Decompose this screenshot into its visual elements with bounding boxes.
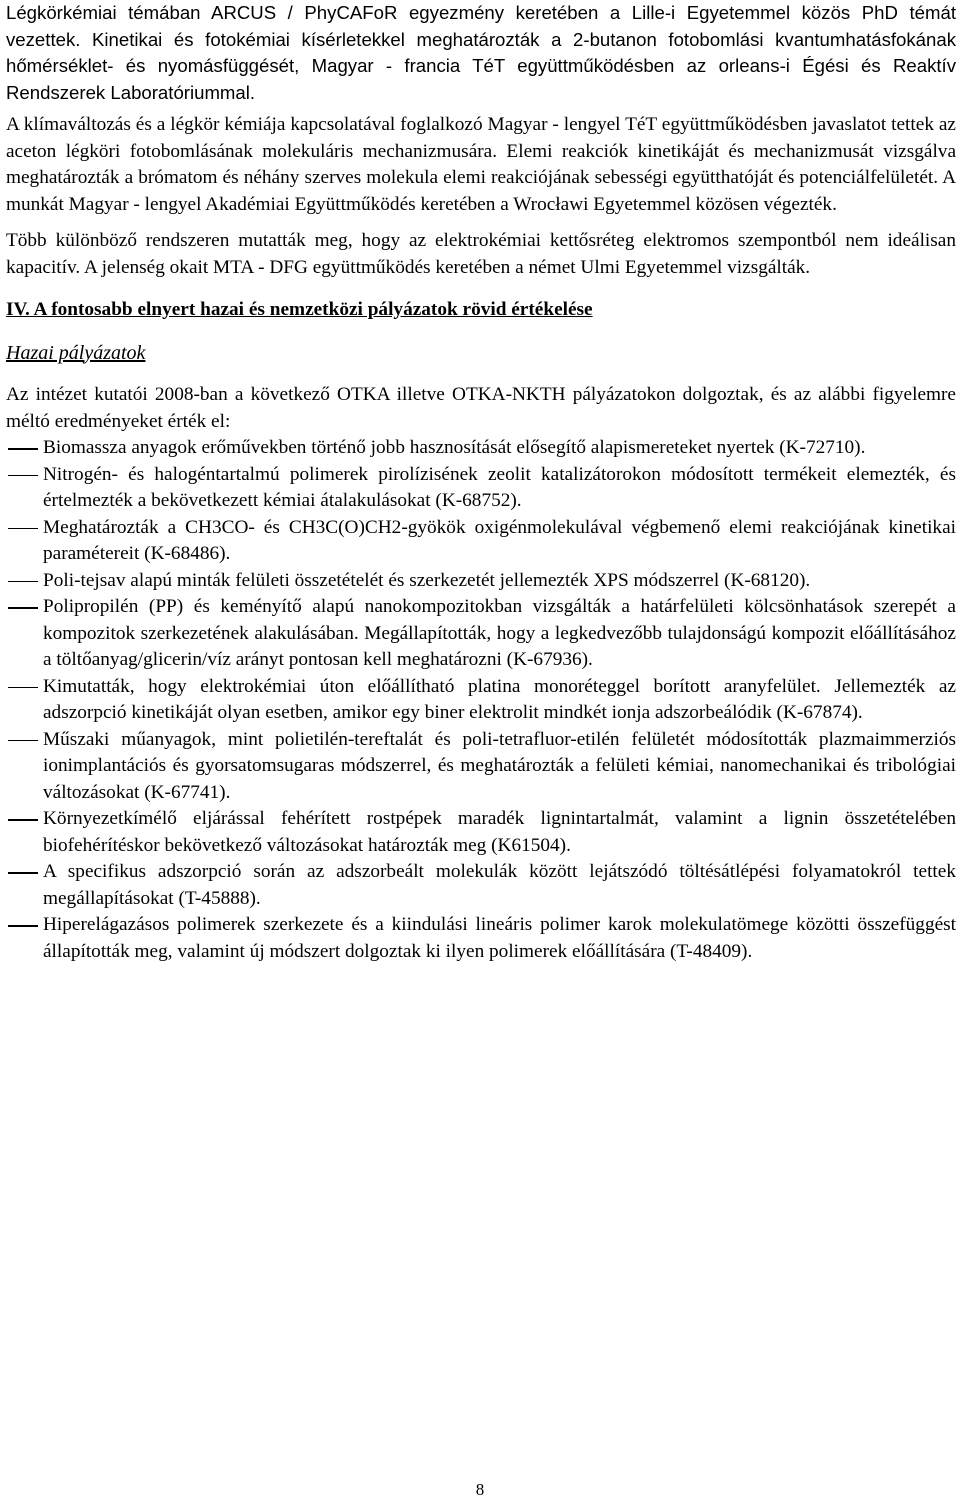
list-item: [6, 515, 956, 568]
list-item: [6, 674, 956, 727]
list-item-text: Műszaki műanyagok, mint polietilén-tereftalát és poli-tetrafluor-etilén felületét módosították plazmaimmerziós ionimplantációs és gyorsatomsugaras módszerrel, és meghatározták a felületi kémiai, nanomechanikai és tribológiai változásokat (K-67741).: [43, 728, 956, 803]
list-item: [6, 912, 956, 965]
list-item-text: Biomassza anyagok erőművekben történő jobb hasznosítását elősegítő alapismereteket nyertek (K-72710).: [43, 437, 866, 458]
dash-bullet: [8, 528, 38, 530]
dash-bullet: [8, 872, 38, 874]
dash-bullet: [8, 925, 38, 927]
grant-results-list: [6, 435, 956, 965]
list-item: [6, 727, 956, 807]
dash-bullet: [8, 607, 38, 609]
list-item: [6, 435, 956, 462]
lead-paragraph: Az intézet kutatói 2008-ban a következő OTKA illetve OTKA-NKTH pályázatokon dolgoztak, és az alábbi figyelemre méltó eredményeket érték el:: [6, 384, 956, 432]
dash-bullet: [8, 740, 38, 742]
section-heading: [6, 297, 956, 324]
list-item-text: Hiperelágazásos polimerek szerkezete és a kiindulási lineáris polimer karok molekulatömege közötti összefüggést állapították meg, valamint új módszert dolgoztak ki ilyen polimerek előállítására (T-48409).: [43, 914, 956, 962]
section-title: A fontosabb elnyert hazai és nemzetközi pályázatok rövid értékelése: [33, 299, 593, 320]
list-item: [6, 568, 956, 595]
list-item-text: Polipropilén (PP) és keményítő alapú nanokompozitokban vizsgálták a határfelületi kölcsönhatások szerepét a kompozitok szerkezetének alakulásában. Megállapították, hogy a legkedvezőbb tulajdonságú kompozit előállításához a töltőanyag/glicerin/víz arányt pontosan kell meghatározni (K-67936).: [43, 596, 956, 670]
dash-bullet: [8, 687, 38, 689]
paragraph-electro: Több különböző rendszeren mutatták meg, hogy az elektrokémiai kettősréteg elektromos szempontból nem ideálisan kapacitív. A jelenség okait MTA - DFG együttműködés keretében a német Ulmi Egyetemmel vizsgálták.: [6, 230, 956, 278]
paragraph-intro: Légkörkémiai témában ARCUS / PhyCAFoR egyezmény keretében a Lille-i Egyetemmel közös PhD témát vezettek. Kinetikai és fotokémiai kísérletekkel meghatározták a 2-butanon fotobomlási kvantumhatásfokának hőmérséklet- és nyomásfüggését, Magyar - francia TéT együttműködésben az orleans-i Égési és Reaktív Rendszerek Laboratóriummal.: [6, 2, 956, 103]
list-item-text: Poli-tejsav alapú minták felületi összetételét és szerkezetét jellemezték XPS módszerrel (K-68120).: [43, 569, 811, 591]
dash-bullet: [8, 475, 38, 477]
document-page: [6, 0, 956, 965]
list-item: [6, 462, 956, 515]
list-item-text: Kimutatták, hogy elektrokémiai úton előállítható platina monoréteggel borított aranyfelület. Jellemezték az adszorpció kinetikáját olyan esetben, amikor egy biner elektrolit mindkét ionja adszorbeálódik (K-67874).: [43, 675, 956, 723]
paragraph-climate: A klímaváltozás és a légkör kémiája kapcsolatával foglalkozó Magyar - lengyel TéT együttműködésben javaslatot tettek az aceton légköri fotobomlásának molekuláris mechanizmusára. Elemi reakciók kinetikáját és mechanizmusát vizsgálva meghatározták a brómatom és néhány szerves molekula elemi reakciójának sebességi együtthatóját és potenciálfelületét. A munkát Magyar - lengyel Akadémiai Együttműködés keretében a Wrocławi Egyetemmel közösen végezték.: [6, 114, 956, 215]
list-item-text: Környezetkímélő eljárással fehérített rostpépek maradék lignintartalmát, valamint a lignin összetételében biofehérítéskor bekövetkező változásokat határozták meg (K61504).: [43, 808, 956, 856]
page-number: 8: [475, 1480, 485, 1499]
list-item: [6, 859, 956, 912]
dash-bullet: [8, 581, 38, 583]
subheading: Hazai pályázatok: [6, 341, 146, 364]
dash-bullet: [8, 819, 38, 821]
list-item-text: Meghatározták a CH3CO- és CH3C(O)CH2-gyökök oxigénmolekulával végbemenő elemi reakciójának kinetikai paramétereit (K-68486).: [43, 516, 956, 564]
dash-bullet: [8, 448, 38, 450]
list-item: [6, 594, 956, 674]
list-item-text: A specifikus adszorpció során az adszorbeált molekulák között lejátszódó töltésátlépési folyamatokról tettek megállapításokat (T-45888).: [43, 861, 956, 909]
section-number: IV.: [6, 299, 30, 320]
list-item: [6, 806, 956, 859]
list-item-text: Nitrogén- és halogéntartalmú polimerek pirolízisének zeolit katalizátorokon módosított termékeit elemezték, és értelmezték a bekövetkezett kémiai átalakulásokat (K-68752).: [43, 463, 956, 511]
